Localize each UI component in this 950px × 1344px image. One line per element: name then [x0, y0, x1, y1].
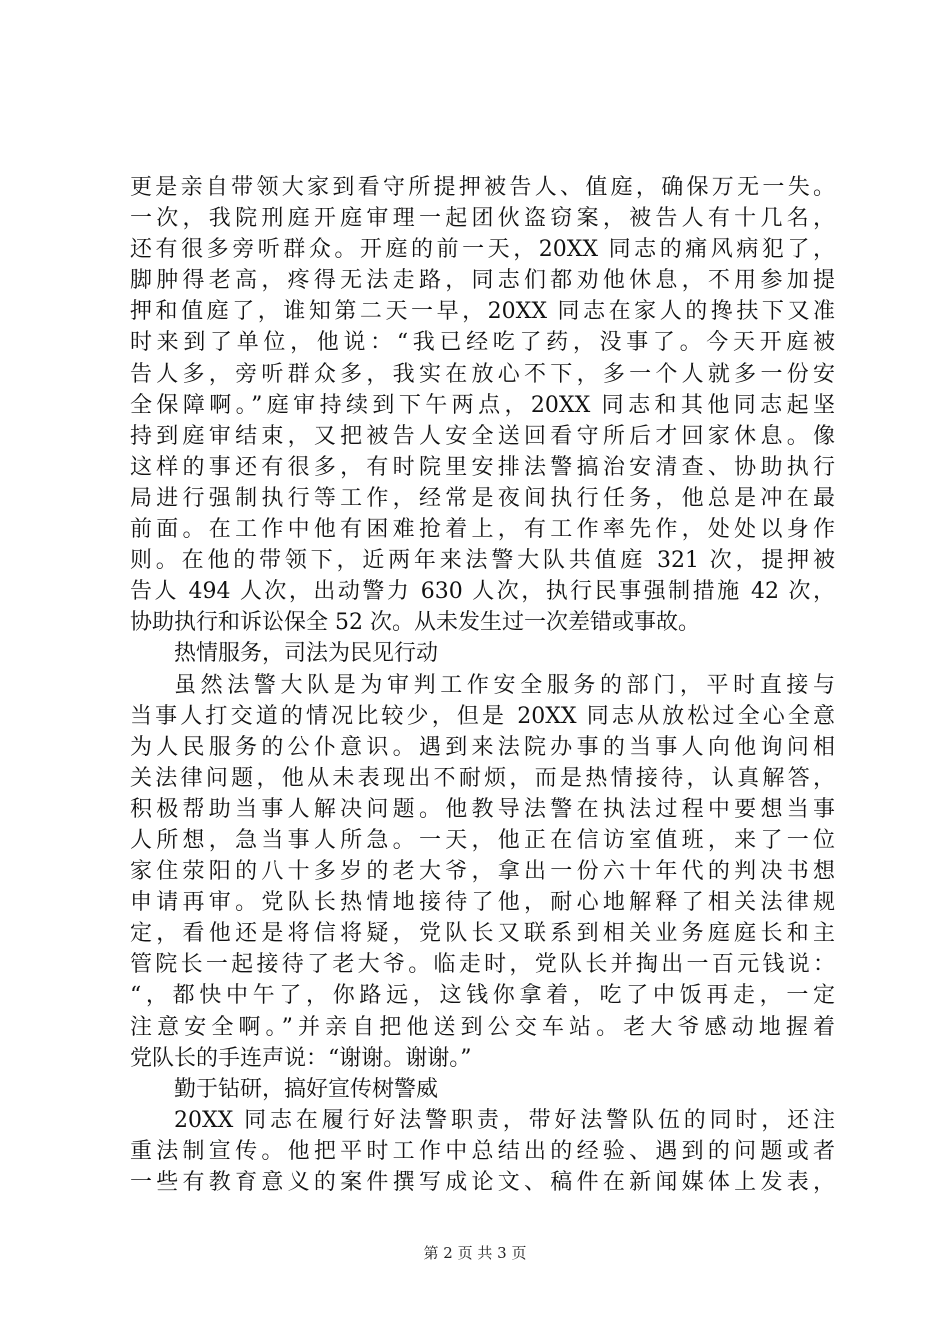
paragraph-line: 一次，我院刑庭开庭审理一起团伙盗窃案，被告人有十几名，	[130, 206, 835, 232]
paragraph-line: 告人 494 人次，出动警力 630 人次，执行民事强制措施 42 次，	[130, 579, 835, 605]
paragraph-line: 局进行强制执行等工作，经常是夜间执行任务，他总是冲在最	[130, 485, 835, 511]
paragraph-line: 虽然法警大队是为审判工作安全服务的部门，平时直接与	[174, 672, 835, 698]
paragraph-line: 党队长的手连声说：“谢谢。谢谢。”	[130, 1045, 472, 1071]
paragraph-line: 更是亲自带领大家到看守所提押被告人、值庭，确保万无一失。	[130, 175, 835, 200]
paragraph-line: 家住荥阳的八十多岁的老大爷，拿出一份六十年代的判决书想	[130, 859, 835, 885]
paragraph-line: 则。在他的带领下，近两年来法警大队共值庭 321 次，提押被	[130, 548, 835, 574]
paragraph-line: “，都快中午了，你路远，这钱你拿着，吃了中饭再走，一定	[130, 983, 835, 1009]
paragraph-line: 定，看他还是将信将疑，党队长又联系到相关业务庭庭长和主	[130, 921, 835, 947]
paragraph-line: 关法律问题，他从未表现出不耐烦，而是热情接待，认真解答，	[130, 765, 835, 791]
paragraph-line: 一些有教育意义的案件撰写成论文、稿件在新闻媒体上发表，	[130, 1170, 835, 1195]
paragraph-line: 押和值庭了，谁知第二天一早，20XX 同志在家人的搀扶下又准	[130, 299, 835, 325]
paragraph-line: 注意安全啊。”并亲自把他送到公交车站。老大爷感动地握着	[130, 1014, 835, 1040]
paragraph-line: 申请再审。党队长热情地接待了他，耐心地解释了相关法律规	[130, 890, 835, 916]
paragraph-line: 脚肿得老高，疼得无法走路，同志们都劝他休息，不用参加提	[130, 268, 835, 294]
page-number-footer: 第 2 页 共 3 页	[423, 1244, 527, 1262]
paragraph-line: 全保障啊。”庭审持续到下午两点，20XX 同志和其他同志起坚	[130, 392, 835, 418]
document-body	[130, 172, 835, 1198]
paragraph-line: 持到庭审结束，又把被告人安全送回看守所后才回家休息。像	[130, 423, 835, 449]
paragraph-line: 还有很多旁听群众。开庭的前一天，20XX 同志的痛风病犯了，	[130, 237, 835, 263]
paragraph-line: 告人多，旁听群众多，我实在放心不下，多一个人就多一份安	[130, 361, 835, 387]
paragraph-line: 20XX 同志在履行好法警职责，带好法警队伍的同时，还注	[174, 1107, 835, 1133]
paragraph-line: 为人民服务的公仆意识。遇到来法院办事的当事人向他询问相	[130, 734, 835, 760]
paragraph-line: 当事人打交道的情况比较少，但是 20XX 同志从放松过全心全意	[130, 703, 835, 729]
paragraph-line: 重法制宣传。他把平时工作中总结出的经验、遇到的问题或者	[130, 1138, 835, 1164]
paragraph-line: 管院长一起接待了老大爷。临走时，党队长并掏出一百元钱说：	[130, 952, 835, 978]
paragraph-line: 协助执行和诉讼保全 52 次。从未发生过一次差错或事故。	[130, 610, 700, 636]
paragraph-line: 积极帮助当事人解决问题。他教导法警在执法过程中要想当事	[130, 796, 835, 822]
section-heading: 勤于钻研，搞好宣传树警威	[174, 1076, 439, 1102]
paragraph-line: 时来到了单位，他说：“我已经吃了药，没事了。今天开庭被	[130, 330, 835, 356]
section-heading: 热情服务，司法为民见行动	[174, 641, 439, 667]
paragraph-line: 人所想，急当事人所急。一天，他正在信访室值班，来了一位	[130, 827, 835, 853]
paragraph-line: 前面。在工作中他有困难抢着上，有工作率先作，处处以身作	[130, 517, 835, 543]
paragraph-line: 这样的事还有很多，有时院里安排法警搞治安清查、协助执行	[130, 454, 835, 480]
